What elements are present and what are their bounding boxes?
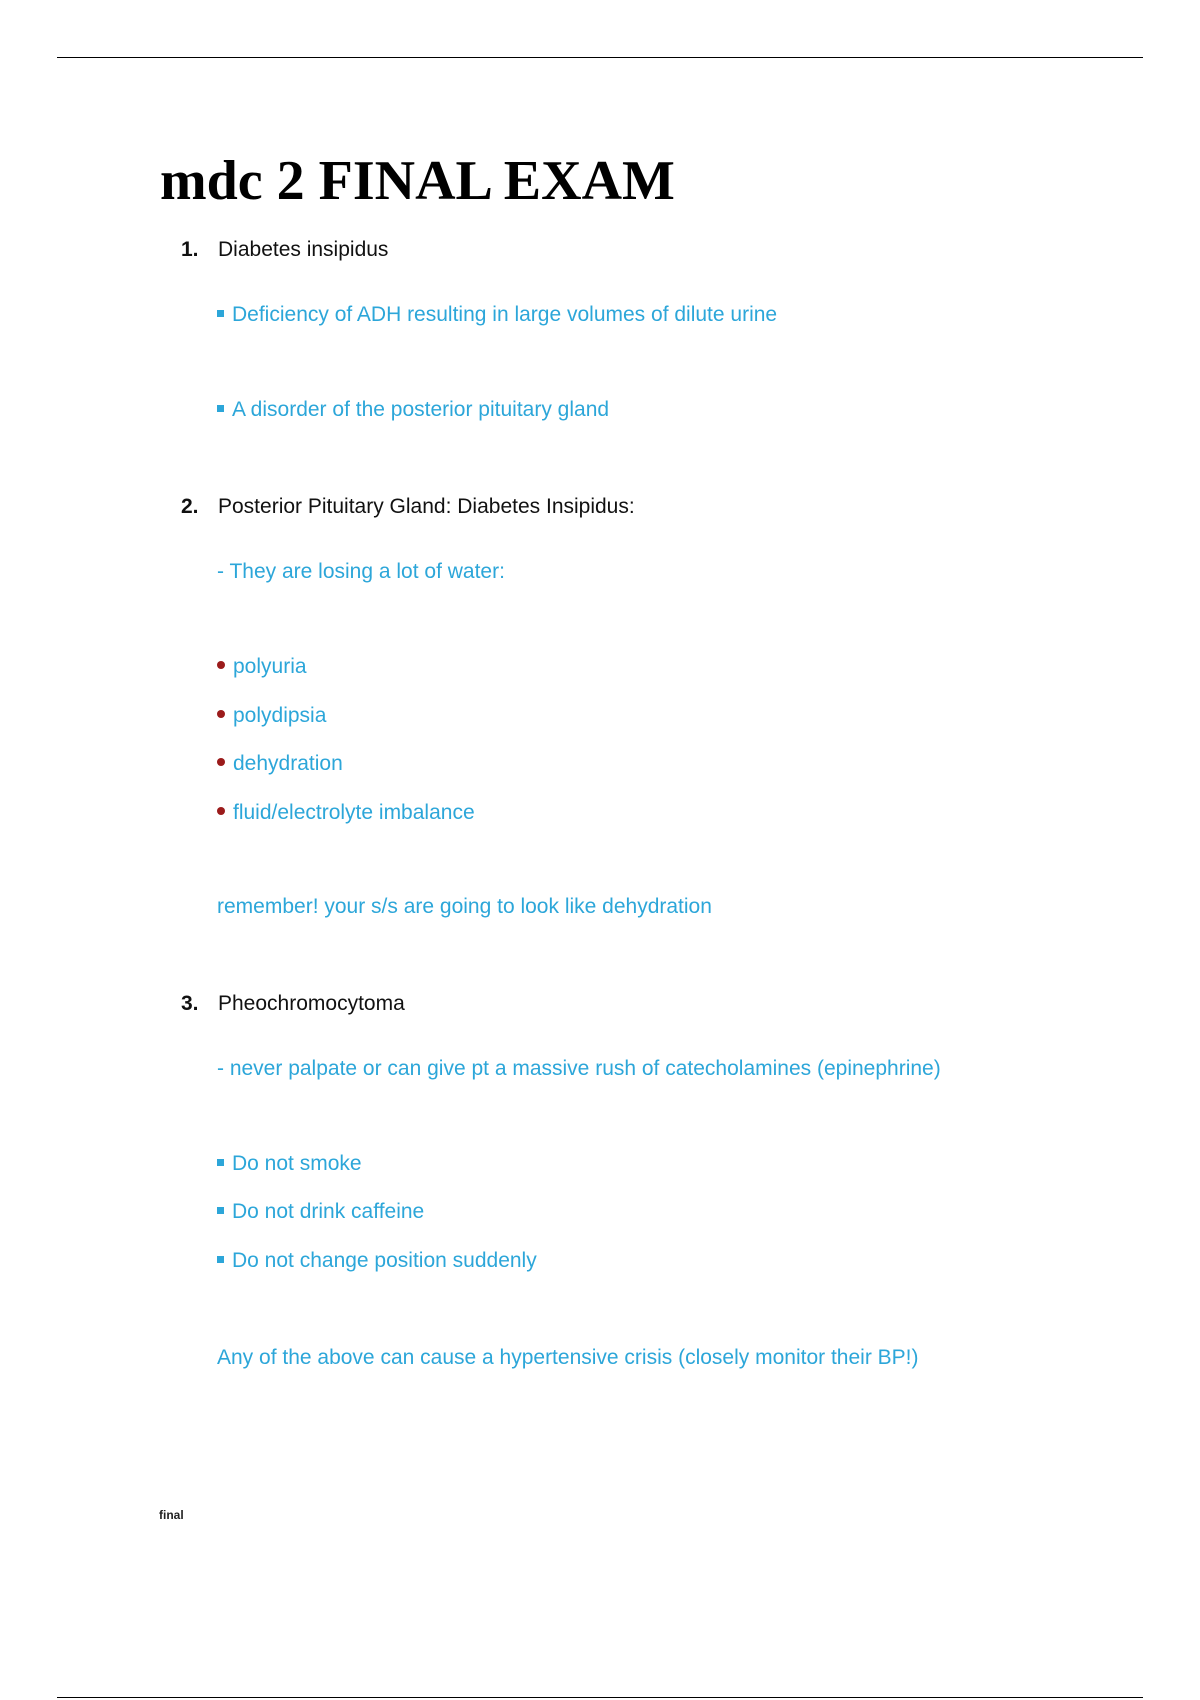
q3-intro: - never palpate or can give pt a massive rush of catecholamines (epinephrine) bbox=[217, 1057, 941, 1080]
square-bullet-icon bbox=[217, 405, 224, 412]
q3-note: Any of the above can cause a hypertensive crisis (closely monitor their BP!) bbox=[217, 1346, 919, 1369]
q2-bullet-2: polydipsia bbox=[217, 702, 326, 730]
square-bullet-icon bbox=[217, 1207, 224, 1214]
q2-bullet-4: fluid/electrolyte imbalance bbox=[217, 799, 475, 827]
square-bullet-icon bbox=[217, 310, 224, 317]
question-1-number: 1. bbox=[181, 238, 199, 261]
q1-answer-line-1: Deficiency of ADH resulting in large volumes of dilute urine bbox=[217, 301, 777, 329]
q3-bullet-2: Do not drink caffeine bbox=[217, 1198, 424, 1226]
q2-note: remember! your s/s are going to look like dehydration bbox=[217, 895, 712, 918]
square-bullet-icon bbox=[217, 1256, 224, 1263]
q1-answer-line-2: A disorder of the posterior pituitary gland bbox=[217, 396, 609, 424]
red-dot-bullet-icon bbox=[217, 807, 225, 815]
question-2-number: 2. bbox=[181, 495, 199, 518]
red-dot-bullet-icon bbox=[217, 661, 225, 669]
question-3-label bbox=[181, 990, 405, 1018]
q2-bullet-3: dehydration bbox=[217, 750, 343, 778]
question-2-label bbox=[181, 493, 635, 521]
footer-tag: final bbox=[159, 1508, 184, 1522]
q2-bullet-1: polyuria bbox=[217, 653, 307, 681]
question-2-text: Posterior Pituitary Gland: Diabetes Insipidus: bbox=[218, 495, 635, 518]
q3-bullet-3: Do not change position suddenly bbox=[217, 1247, 537, 1275]
red-dot-bullet-icon bbox=[217, 710, 225, 718]
q3-bullet-1: Do not smoke bbox=[217, 1150, 362, 1178]
question-1-text: Diabetes insipidus bbox=[218, 238, 389, 261]
square-bullet-icon bbox=[217, 1159, 224, 1166]
bottom-rule bbox=[57, 1697, 1143, 1698]
question-3-number: 3. bbox=[181, 992, 199, 1015]
question-1-label bbox=[181, 236, 388, 264]
q2-intro: - They are losing a lot of water: bbox=[217, 560, 505, 583]
top-rule bbox=[57, 57, 1143, 58]
question-3-text: Pheochromocytoma bbox=[218, 992, 405, 1015]
red-dot-bullet-icon bbox=[217, 758, 225, 766]
page-title: mdc 2 FINAL EXAM bbox=[160, 150, 675, 212]
